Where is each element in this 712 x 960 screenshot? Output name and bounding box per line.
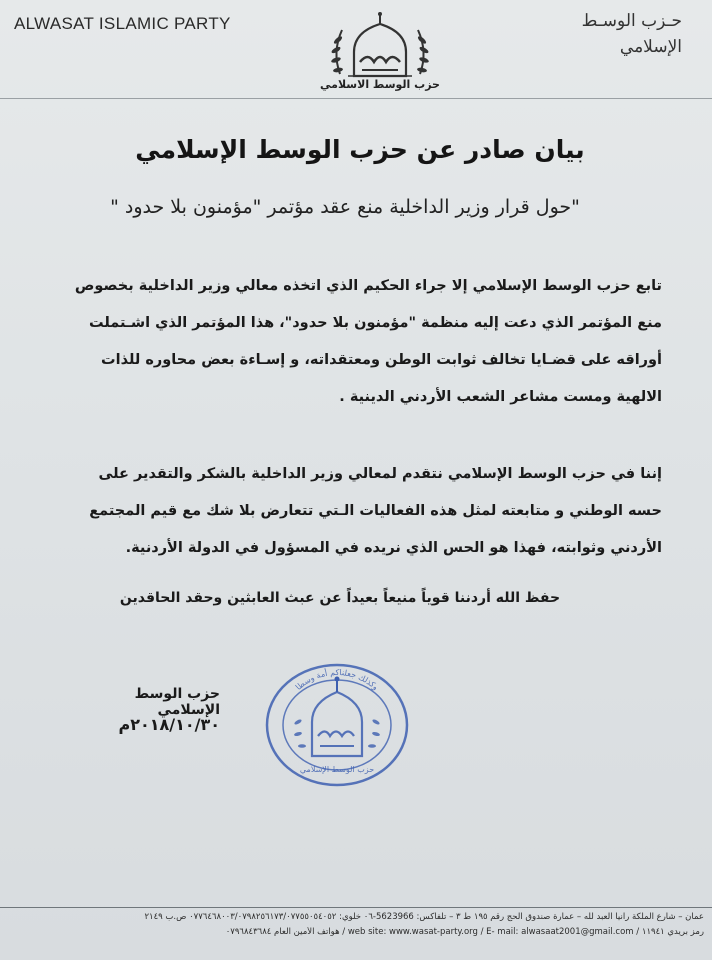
party-name-english: ALWASAT ISLAMIC PARTY (14, 14, 231, 33)
logo-caption: حزب الوسط الاسلامي (320, 78, 440, 91)
seal-party-text: حزب الوسط الإسلامي (299, 765, 375, 774)
document-date: ٢٠١٨/١٠/٣٠م (118, 715, 220, 734)
footer-divider (0, 907, 712, 908)
body-paragraph-1: تابع حزب الوسط الإسلامي إلا جراء الحكيم الذي اتخذه معالي وزير الداخلية بخصوص منع المؤتمر الذي دعت إليه منظمة "مؤمنون بلا حدود"، هذا المؤتمر الذي اشـتملت أوراقه على قضـايا تخالف ثوابت الوطن ومعتقداته، و إسـاءة بعض محاوره للذات الالهية ومست مشاعر الشعب الأردني الدينية . (74, 278, 662, 405)
document-subtitle: "حول قرار وزير الداخلية منع عقد مؤتمر "مؤمنون بلا حدود " (110, 196, 580, 218)
body-paragraph-2: إننا في حزب الوسط الإسلامي نتقدم لمعالي وزير الداخلية بالشكر والتقدير على حسه الوطني و متابعته لمثل هذه الفعاليات الـتي تتعارض بلا شك مع قيم المجتمع الأردني وثوابته، فهذا هو الحس الذي نريده في المسؤول في الدولة الأردنية. (89, 466, 662, 556)
party-name-arabic (482, 8, 682, 60)
party-seal-icon (262, 660, 412, 790)
footer-contacts: رمز بريدي ١١٩٤١ / web site: www.wasat-party.org / E- mail: alwasaat2001@gmail.com / هواتف الأمين العام ٠٧٩٦٨٤٣٦٨٤ (225, 927, 704, 937)
seal-motto-text: وكذلك جعلناكم أمة وسطا (293, 667, 381, 692)
party-name-arabic-line2: الإسلامي (619, 37, 682, 57)
closing-prayer: حفظ الله أردننا قوياً منيعاً بعيداً عن عبث العابثين وحقد الحاقدين (119, 590, 561, 606)
document-title: بيان صادر عن حزب الوسط الإسلامي (135, 135, 585, 164)
party-name-arabic-line1: حـزب الوسـط (581, 11, 682, 31)
header-divider (0, 98, 712, 99)
footer-address: عمان – شارع الملكة رانيا العبد لله – عمارة صندوق الحج رقم ١٩٥ ط ٣ – تلفاكس: 5623966-٠٦ خلوي: ٠٧٧٦٤٦٨٠٠٣/٠٧٩٨٢٥٦١٧٣/٠٧٧٥٥٠٥٤٠٥٢ ص.ب ٢١٤٩ (144, 912, 704, 922)
signature-name: حزب الوسط الإسلامي (134, 686, 220, 718)
